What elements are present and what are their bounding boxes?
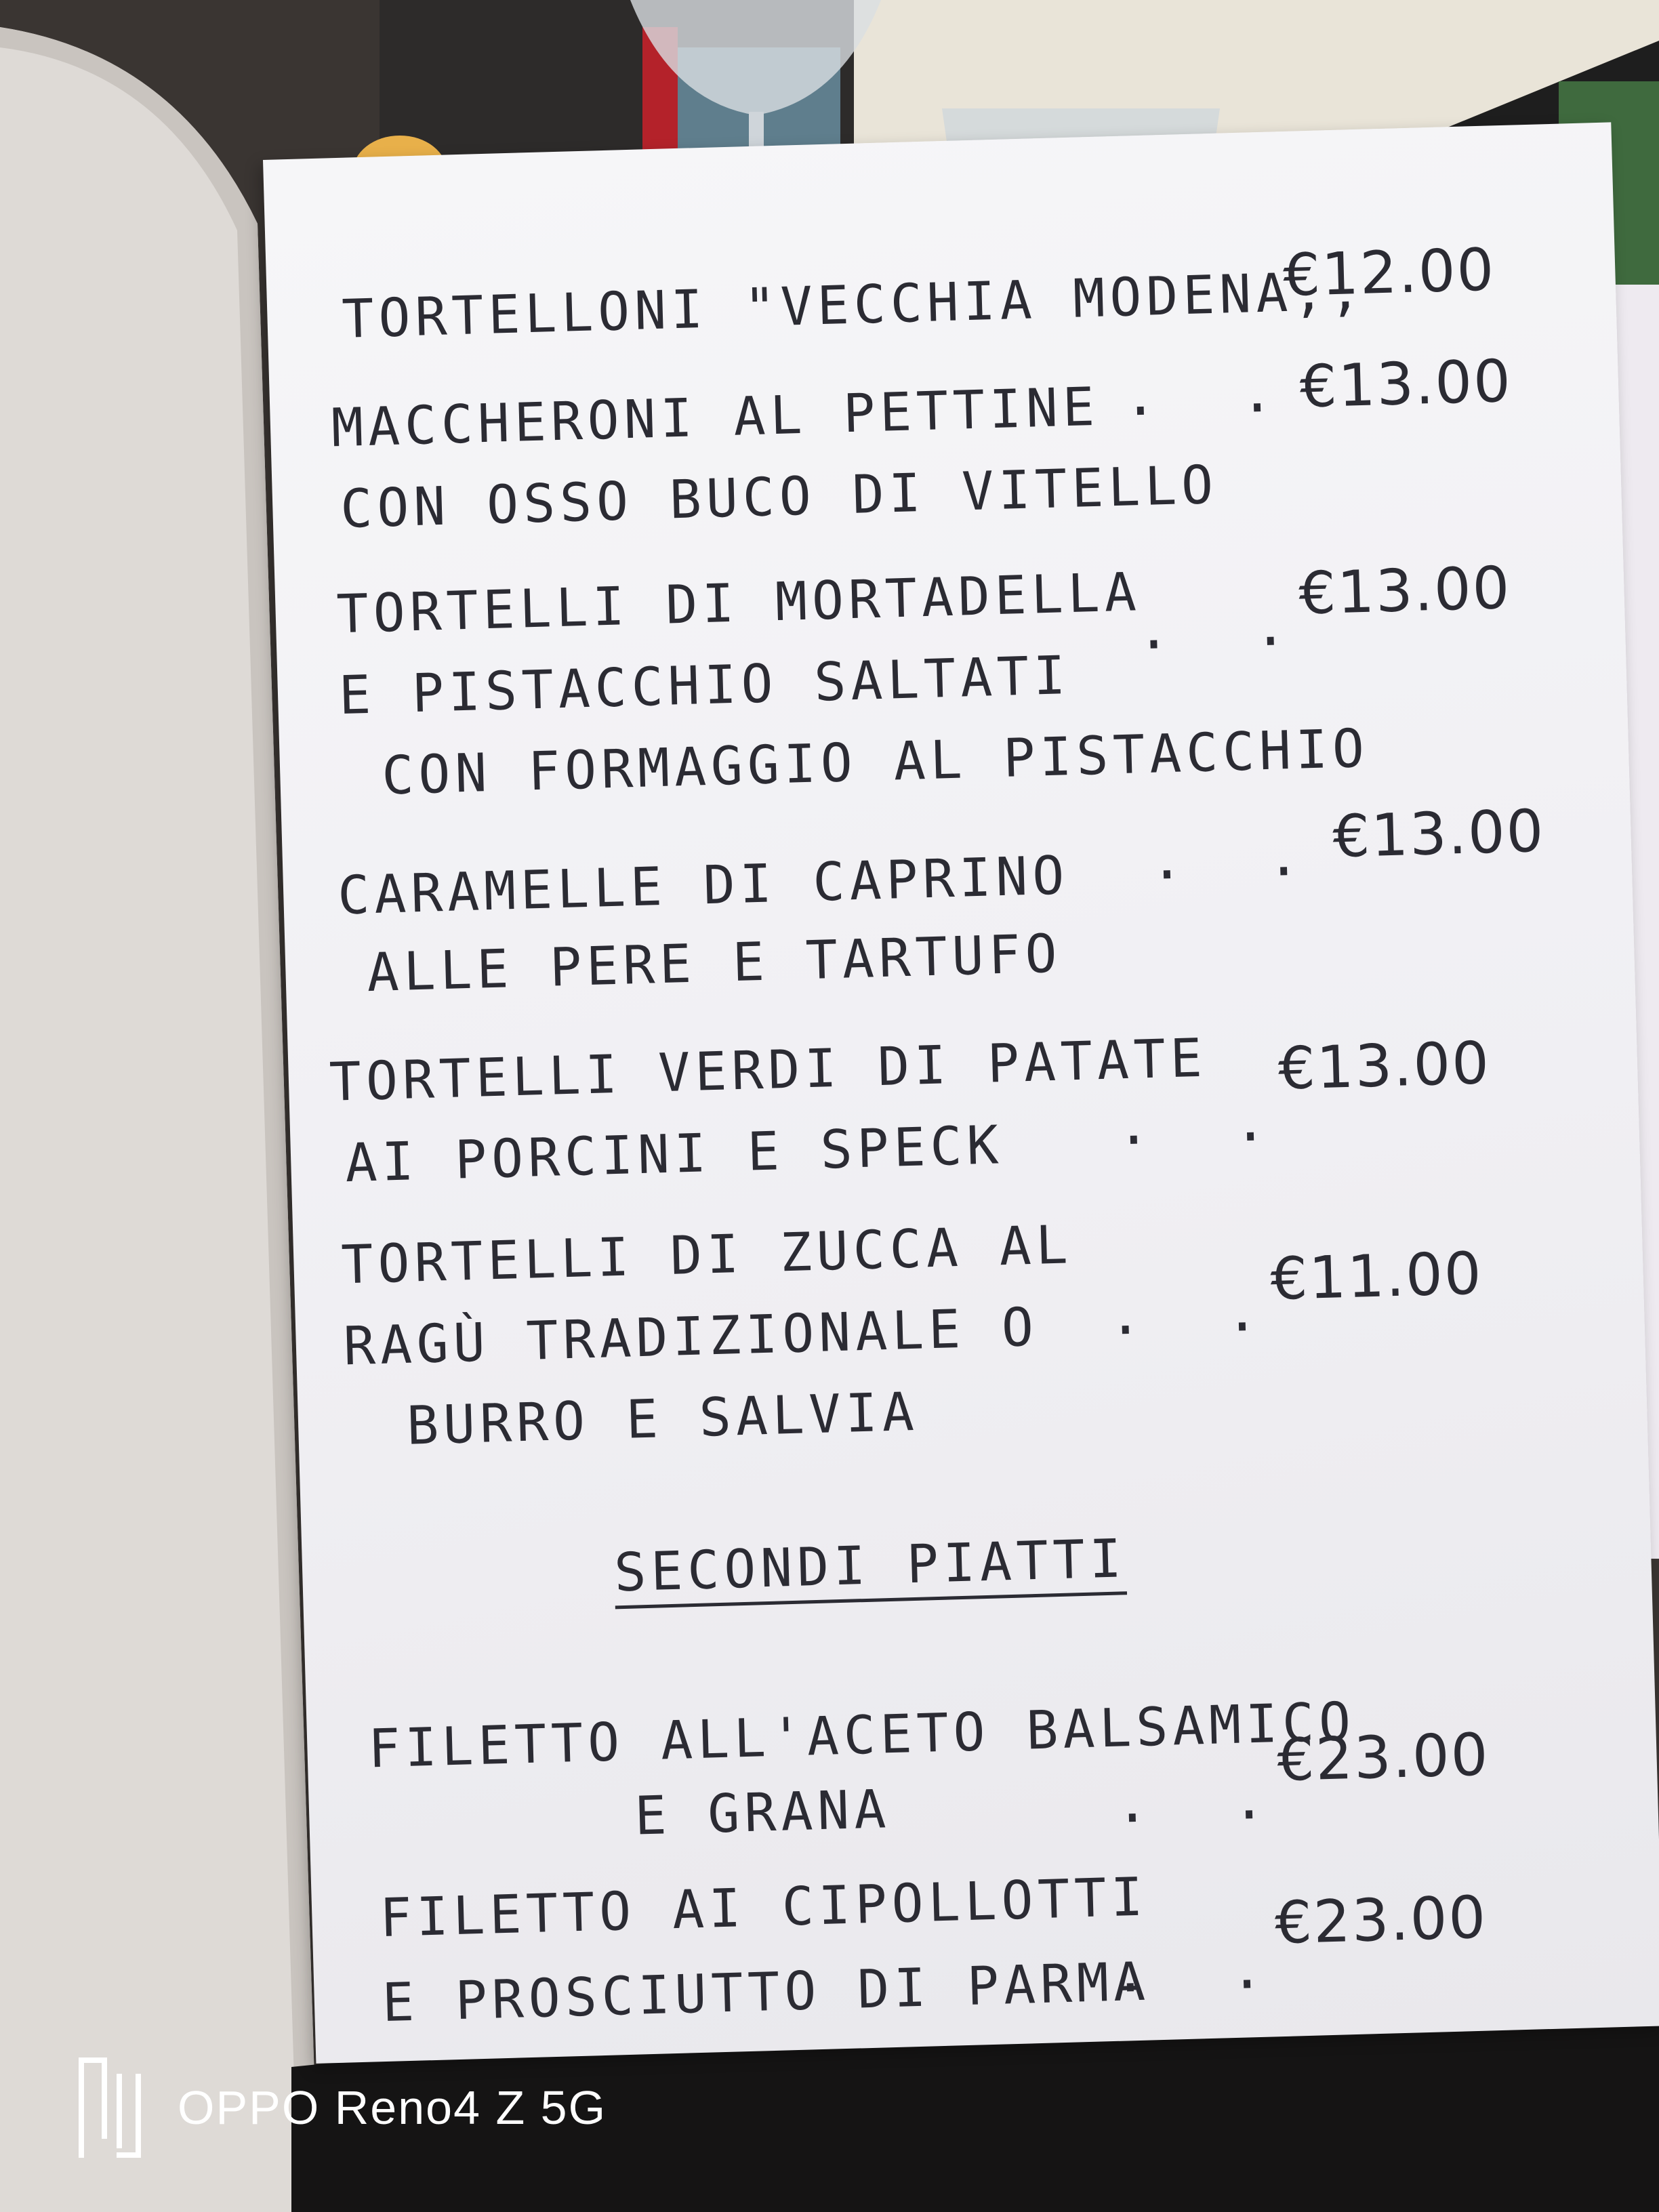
menu-item-name: CON OSSO BUCO DI VITELLO [340,454,1219,540]
menu-item-name: E GRANA [634,1779,892,1847]
menu-item-name: AI PORCINI E SPECK [344,1115,1004,1195]
menu-item-name: ALLE PERE E TARTUFO [366,923,1063,1004]
menu-item-name: TORTELLONI "VECCHIA MODENA,, [341,260,1367,350]
menu-item-name: BURRO E SALVIA [406,1381,920,1457]
menu-item-dots: . . [1107,1279,1285,1347]
menu-item-dots: . . [1112,1936,1290,2005]
menu-item-price: €12.00 [1282,236,1496,310]
menu-item-price: €13.00 [1277,1029,1492,1103]
menu-item-price: €23.00 [1276,1721,1490,1795]
menu-item-name: RAGÙ TRADIZIONALE O [342,1296,1040,1378]
menu-item-dots: . . [1136,594,1313,662]
menu-item-name: CON FORMAGGIO AL PISTACCHIO [381,718,1370,807]
menu-item-name: CARAMELLE DI CAPRINO [337,845,1070,927]
menu-item-name: FILETTO ALL'ACETO BALSAMICO [367,1691,1357,1780]
menu-item-price: €13.00 [1298,347,1513,422]
menu-item-name: MACCHERONI AL PETTINE [330,376,1101,459]
menu-item-price: €13.00 [1298,554,1512,628]
menu-item-name: E PISTACCHIO SALTATI [337,645,1071,727]
menu-item-name: TORTELLI DI ZUCCA AL [340,1214,1073,1296]
menu-item-dots: . . [1149,823,1327,892]
menu-item-dots: . . [1114,1767,1292,1835]
menu-page [263,122,1659,2063]
menu-item-dots: . . [1115,1089,1293,1158]
menu-item-name: TORTELLI VERDI DI PATATE [328,1027,1208,1113]
camera-watermark [75,2053,607,2162]
menu-item-dots: . . [1122,360,1300,428]
device-label: OPPO Reno4 Z 5G [178,2081,607,2134]
menu-item-price: €13.00 [1332,797,1546,872]
menu-item-price: €23.00 [1273,1883,1488,1958]
section-title: SECONDI PIATTI [613,1528,1127,1604]
menu-item-name: TORTELLI DI MORTADELLA [335,562,1142,646]
oppo-logo-icon [75,2053,145,2162]
menu-item-name: FILETTO AI CIPOLLOTTI [379,1866,1149,1950]
menu-item-price: €11.00 [1269,1240,1483,1314]
menu-item-name: E PROSCIUTTO DI PARMA [381,1951,1151,2034]
